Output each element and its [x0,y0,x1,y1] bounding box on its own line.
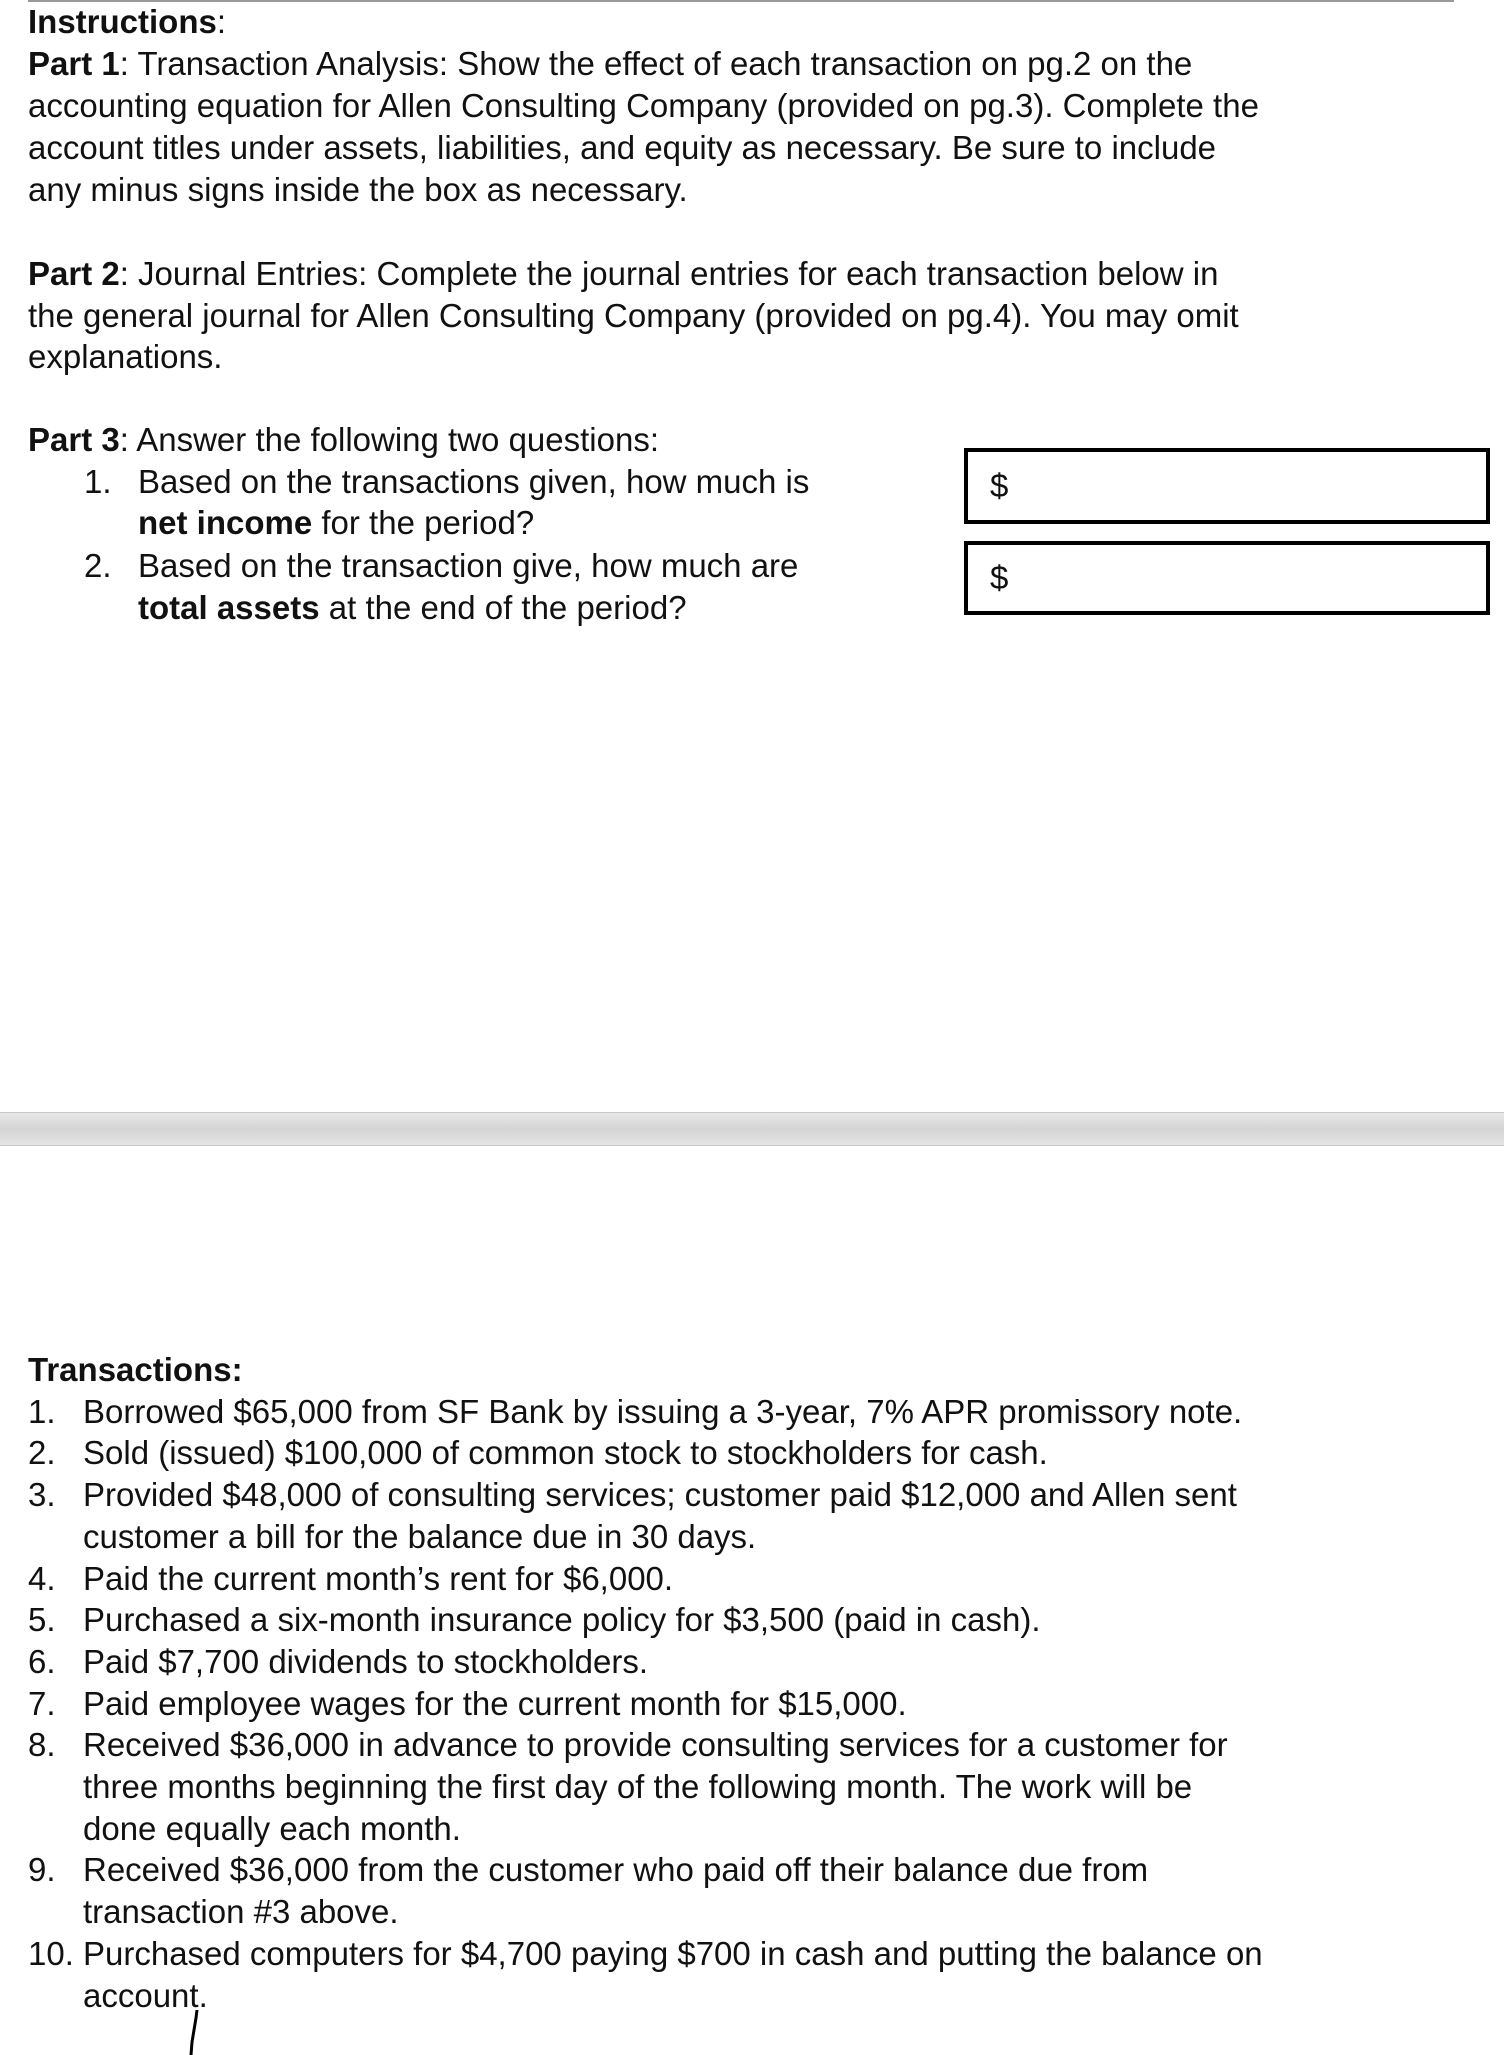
part1-line-4: any minus signs inside the box as necessary. [28,171,688,208]
instructions-heading: Instructions: [28,3,227,40]
transaction-number: 9. [28,1851,56,1889]
transaction-number: 4. [28,1559,56,1597]
question-2-line-2: total assets at the end of the period? [138,589,687,626]
transaction-text: transaction #3 above. [83,1893,399,1931]
transaction-text: three months beginning the first day of the following month. The work will be [83,1768,1193,1805]
transaction-text: customer a bill for the balance due in 30 days. [83,1517,757,1555]
transaction-text: done equally each month. [83,1809,461,1847]
total-assets-answer-box[interactable] [964,541,1490,615]
question-2-line-1: Based on the transaction give, how much are [138,547,799,584]
transaction-number: 8. [28,1726,56,1764]
transaction-number: 1. [28,1392,56,1430]
transaction-text: Received $36,000 in advance to provide consulting services for a customer for [83,1726,1228,1764]
transaction-text: Paid the current month’s rent for $6,000. [83,1559,674,1597]
net-income-answer-box[interactable] [964,448,1490,524]
part2-line-1: Part 2: Journal Entries: Complete the journal entries for each transaction below in [28,255,1219,292]
transaction-text: Paid $7,700 dividends to stockholders. [83,1642,649,1680]
transactions-heading: Transactions: [28,1351,243,1388]
transaction-number: 5. [28,1601,56,1639]
part2-line-2: the general journal for Allen Consulting Company (provided on pg.4). You may omit [28,297,1239,334]
transaction-text: Purchased a six-month insurance policy for $3,500 (paid in cash). [83,1601,1041,1639]
transaction-text: Provided $48,000 of consulting services; customer paid $12,000 and Allen sent [83,1476,1237,1514]
transaction-text: Paid employee wages for the current month for $15,000. [83,1684,907,1722]
part1-line-1: Part 1: Transaction Analysis: Show the effect of each transaction on pg.2 on the [28,45,1193,82]
question-1-line-1: Based on the transactions given, how much is [138,463,810,500]
question-1-number: 1. [84,463,112,500]
transaction-number: 7. [28,1684,56,1722]
transaction-number: 3. [28,1476,56,1514]
part3-intro: Part 3: Answer the following two questions: [28,421,660,458]
question-1-line-2: net income for the period? [138,504,535,541]
question-2-number: 2. [84,547,112,584]
net-income-currency: $ [990,467,1009,504]
transaction-text: Purchased computers for $4,700 paying $700 in cash and putting the balance on [83,1934,1263,1972]
transaction-text: Received $36,000 from the customer who paid off their balance due from [83,1851,1149,1889]
transaction-text: Borrowed $65,000 from SF Bank by issuing a 3-year, 7% APR promissory note. [83,1392,1243,1430]
part2-line-3: explanations. [28,338,223,375]
transaction-number: 2. [28,1434,56,1472]
top-rule [28,0,1454,2]
pen-mark [187,2010,201,2055]
part1-line-2: accounting equation for Allen Consulting Company (provided on pg.3). Complete the [28,87,1259,124]
transaction-text: Sold (issued) $100,000 of common stock to stockholders for cash. [83,1434,1048,1472]
transaction-text: account. [83,1976,208,2014]
part1-line-3: account titles under assets, liabilities, and equity as necessary. Be sure to include [28,129,1217,166]
transaction-number: 10. [28,1934,74,1972]
transaction-number: 6. [28,1642,56,1680]
page-break-divider [0,1112,1504,1146]
total-assets-currency: $ [990,559,1009,596]
